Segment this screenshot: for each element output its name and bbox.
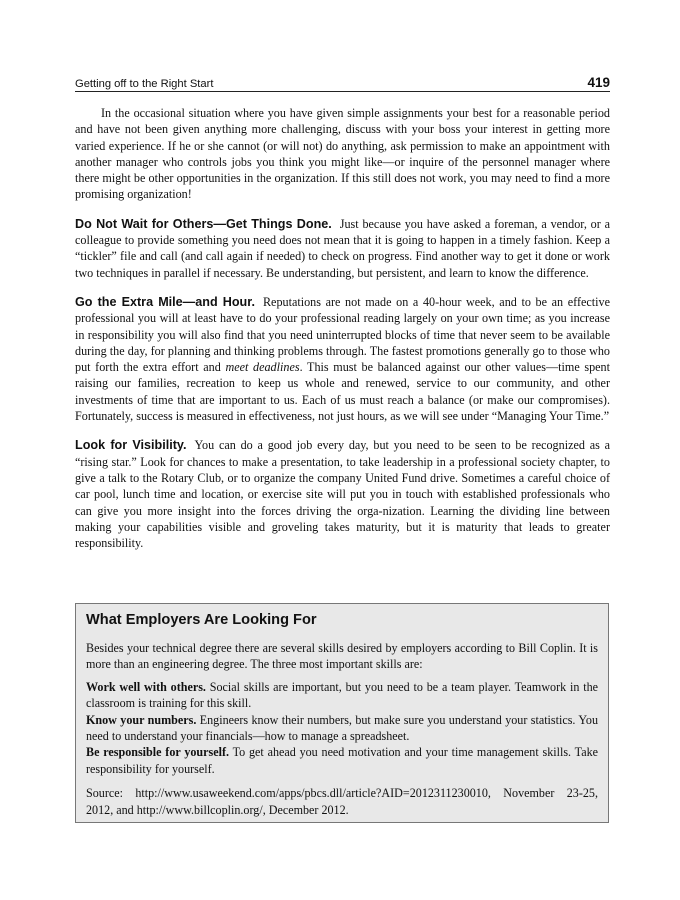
sidebar-source: Source: http://www.usaweekend.com/apps/pbcs.dll/article?AID=2012311230010, November 23-25, 2012, and http://www.billcoplin.org/, December 2012. [86, 786, 598, 817]
section-heading: Go the Extra Mile—and Hour. [75, 294, 255, 309]
skill-label: Be responsible for yourself. [86, 745, 229, 760]
section-text: Just because you have asked a foreman, a vendor, or a colleague to provide something you need does not mean that it is going to happen in a timely fashion. Keep a “tickler” file and call (and call again if needed) to check on progress. Find another way to get it done or work two techniques in parallel if necessary. Be understanding, but persistent, and learn to know the difference. [75, 216, 610, 280]
section-text: You can do a good job every day, but you need to be seen to be recognized as a “rising star.” Look for chances to make a presentation, to take leadership in a professional society chapter, to give a talk to the Rotary Club, or to organize the company United Fund drive. Sometimes a careful choice of car pool, lunch time and location, or exercise site will put you in touch with established professionals who can give you more insight into the forces driving the orga-nization. Learning the dividing line between making your capabilities visible and groveling takes maturity, but it is maturity that leads to greater responsibility. [75, 438, 610, 551]
skill-text: Social skills are important, but you need to be a team player. Teamwork in the classroom is training for this skill. [86, 679, 598, 711]
sidebar-title: What Employers Are Looking For [86, 612, 317, 628]
skill-text: To get ahead you need motivation and your time management skills. Take responsibility for yourself. [86, 745, 598, 776]
running-header [75, 70, 610, 90]
skill-item [86, 712, 598, 745]
header-rule [75, 91, 610, 92]
section-get-things-done [75, 216, 610, 281]
page-number: 419 [587, 75, 610, 90]
skill-item [86, 744, 598, 777]
section-visibility [75, 437, 610, 551]
section-extra-mile [75, 294, 610, 424]
body-text [75, 105, 610, 551]
emphasis-text: meet deadlines [225, 360, 300, 375]
skill-item [86, 679, 598, 712]
intro-paragraph: In the occasional situation where you have given simple assignments your best for a reasonable period and have not been given anything more challenging, discuss with your boss your interest in getting more varied experience. If he or she cannot (or will not) do anything, ask permission to make an appointment with another manager who controls jobs you think you might like—or inquire of the personnel manager where there might be other opportunities in the organization. If this still does not work, you may need to find a more promising organization! [75, 106, 610, 202]
section-text-continued: . This must be balanced against our other values—time spent raising our families, recreation to keep us whole and renewed, service to our community, and other investments of time that are important to us. Each of us must reach a balance (or make our compromises). Fortunately, success is measured in effectiveness, not just hours, as we will see under “Managing Your Time.” [75, 360, 610, 424]
section-heading: Do Not Wait for Others—Get Things Done. [75, 216, 332, 231]
skill-label: Know your numbers. [86, 712, 197, 727]
section-text: Reputations are not made on a 40-hour week, and to be an effective professional you will at least have to do your professional reading largely on your own time; as you increase in responsibility you will also find that you need uninterrupted blocks of time that never seem to be available during the day, for planning and thinking problems through. The fastest promotions generally go to those who put forth the extra effort and [75, 294, 610, 375]
sidebar-intro: Besides your technical degree there are several skills desired by employers according to Bill Coplin. It is more than an engineering degree. The three most important skills are: [86, 641, 598, 672]
running-title: Getting off to the Right Start [75, 78, 214, 90]
section-heading: Look for Visibility. [75, 438, 187, 453]
sidebar-box [75, 603, 609, 823]
skill-label: Work well with others. [86, 679, 206, 694]
skill-text: Engineers know their numbers, but make sure you understand your statistics. You need to understand your financials—how to manage a spreadsheet. [86, 712, 598, 744]
